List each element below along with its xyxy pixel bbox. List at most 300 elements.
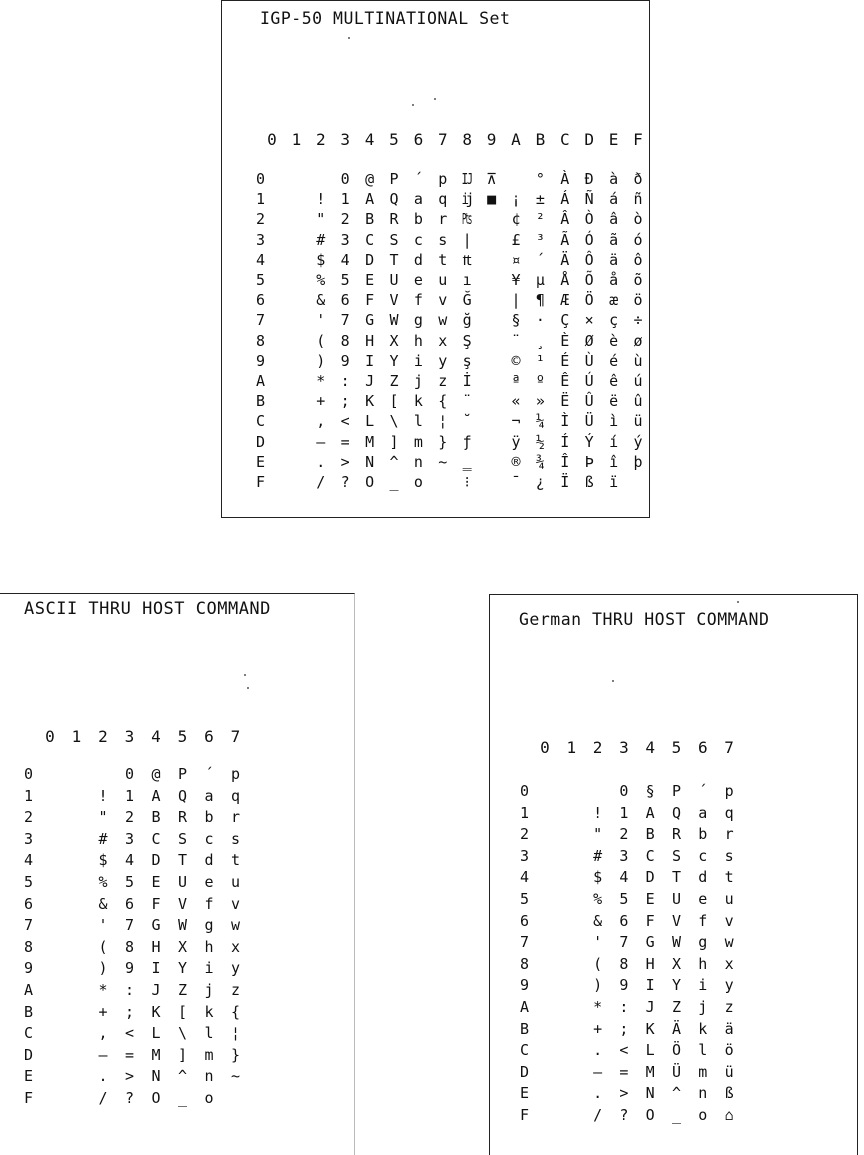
column-header: 3 <box>340 130 350 149</box>
char-cell: i <box>413 351 423 370</box>
char-cell: æ <box>609 291 619 310</box>
char-cell: & <box>593 911 603 930</box>
char-cell: e <box>204 873 214 891</box>
char-cell: V <box>671 911 682 930</box>
char-cell: X <box>671 954 682 973</box>
char-cell: U <box>671 890 682 908</box>
row-label: 0 <box>24 765 34 783</box>
char-cell: ⊼ <box>486 170 498 188</box>
char-cell: ñ <box>633 190 643 209</box>
char-cell: â <box>609 210 619 229</box>
char-cell: L <box>151 1024 161 1043</box>
char-cell: $ <box>98 851 108 870</box>
char-cell: " <box>316 210 326 229</box>
char-cell: ï <box>609 473 619 491</box>
char-cell: ¤ <box>511 250 521 269</box>
char-cell: — <box>593 1062 603 1081</box>
char-cell: c <box>698 846 708 865</box>
char-cell: ) <box>316 351 326 370</box>
char-cell: Ø <box>584 331 594 350</box>
char-cell: n <box>698 1084 708 1103</box>
row-label: 7 <box>24 916 34 935</box>
char-cell: R <box>177 808 188 827</box>
char-cell: L <box>365 412 375 431</box>
char-cell: P <box>671 782 682 800</box>
char-cell: 8 <box>340 331 350 350</box>
char-cell: ä <box>609 250 619 269</box>
row-label: C <box>24 1024 34 1043</box>
char-cell: H <box>645 954 655 973</box>
char-cell: ı <box>462 271 472 289</box>
char-cell: a <box>413 190 423 209</box>
char-cell: Q <box>671 803 682 822</box>
row-label: 9 <box>520 976 530 995</box>
char-cell: J <box>365 372 375 390</box>
char-cell: d <box>204 851 214 870</box>
char-cell: ƒ <box>462 432 472 451</box>
char-cell: J <box>645 998 655 1016</box>
column-header: 4 <box>364 130 375 149</box>
row-label: E <box>24 1067 34 1086</box>
char-cell: Â <box>560 210 570 229</box>
char-cell: Ò <box>584 210 594 229</box>
char-cell: 3 <box>619 846 629 865</box>
char-cell: P <box>177 765 188 783</box>
char-cell: | <box>462 230 472 249</box>
char-cell: È <box>560 331 570 350</box>
char-cell: m <box>413 432 423 451</box>
char-cell: V <box>389 291 399 310</box>
char-cell: m <box>204 1045 214 1064</box>
char-cell: o <box>413 473 423 491</box>
char-cell: þ <box>633 452 643 471</box>
char-cell: * <box>98 981 108 999</box>
char-cell: : <box>340 372 350 390</box>
column-header: 0 <box>540 738 550 757</box>
char-cell: ¿ <box>535 473 545 491</box>
char-cell: ğ <box>462 311 472 330</box>
char-cell: ß <box>724 1084 734 1103</box>
column-header: 2 <box>592 738 603 757</box>
char-cell: ₧ <box>462 210 472 229</box>
char-cell: F <box>645 911 655 930</box>
char-cell: G <box>365 311 375 330</box>
char-cell: — <box>98 1045 108 1064</box>
char-cell: s <box>724 846 734 865</box>
row-label: E <box>256 452 266 471</box>
row-label: A <box>256 372 266 390</box>
row-label: 3 <box>520 846 530 865</box>
char-cell: Ğ <box>462 291 472 310</box>
char-cell: 0 <box>340 170 350 188</box>
char-cell: O <box>151 1089 161 1107</box>
char-cell: j <box>698 998 708 1016</box>
char-cell: B <box>151 808 161 827</box>
char-cell: 2 <box>124 808 135 827</box>
char-cell: £ <box>511 230 521 249</box>
char-cell: ý <box>633 432 643 451</box>
column-header: 9 <box>486 130 497 149</box>
char-cell: _ <box>671 1106 682 1124</box>
char-cell: ß <box>584 473 594 491</box>
char-cell: : <box>124 981 135 999</box>
char-cell: K <box>645 1019 655 1038</box>
char-cell: ' <box>98 916 108 935</box>
char-cell: / <box>593 1106 603 1124</box>
char-cell: _ <box>389 473 399 491</box>
char-cell: / <box>316 473 326 491</box>
char-cell: q <box>438 190 448 209</box>
char-cell: « <box>511 392 521 411</box>
char-cell: & <box>98 894 108 913</box>
char-cell: ! <box>316 190 326 209</box>
column-header: 8 <box>462 130 472 149</box>
char-cell: S <box>389 230 399 249</box>
row-label: 2 <box>520 825 530 844</box>
char-cell: Z <box>177 981 188 999</box>
char-cell: Ú <box>584 372 594 390</box>
char-cell: ° <box>535 170 545 188</box>
column-header: 6 <box>413 130 424 149</box>
char-cell: 6 <box>619 911 629 930</box>
char-cell: 7 <box>619 933 629 952</box>
char-cell: 5 <box>124 873 135 891</box>
column-header: 6 <box>204 727 214 746</box>
row-label: 9 <box>256 351 266 370</box>
column-header: 4 <box>645 738 655 757</box>
char-cell: y <box>230 959 241 978</box>
char-cell: l <box>204 1024 214 1043</box>
column-header: 6 <box>697 738 708 757</box>
char-cell: j <box>204 981 214 999</box>
char-cell: 9 <box>619 976 629 995</box>
char-cell: x <box>230 937 241 956</box>
char-cell: E <box>645 890 655 908</box>
char-cell: X <box>389 331 399 350</box>
row-label: 8 <box>520 954 530 973</box>
row-label: 1 <box>24 786 34 805</box>
char-cell: [ <box>389 392 399 411</box>
char-cell: , <box>316 412 326 431</box>
char-cell: Y <box>671 976 682 995</box>
char-cell: \ <box>177 1024 188 1043</box>
char-cell: C <box>365 230 375 249</box>
char-cell: A <box>151 786 161 805</box>
char-cell: 6 <box>340 291 350 310</box>
print-speck <box>434 98 436 100</box>
char-cell: h <box>698 954 708 973</box>
char-cell: { <box>230 1002 241 1021</box>
char-cell: 1 <box>124 786 135 805</box>
char-cell: Ü <box>584 412 594 431</box>
row-label: 9 <box>24 959 34 978</box>
char-cell: K <box>151 1002 161 1021</box>
row-label: 1 <box>256 190 266 209</box>
char-cell: | <box>511 291 521 310</box>
char-cell: Ä <box>560 250 570 269</box>
char-cell: 3 <box>340 230 350 249</box>
char-cell: A <box>645 803 655 822</box>
char-cell: å <box>609 271 619 289</box>
char-cell: 7 <box>124 916 135 935</box>
char-cell: — <box>316 432 326 451</box>
char-cell: K <box>365 392 375 411</box>
char-cell: ) <box>593 976 603 995</box>
multinational-charset-panel <box>221 0 650 518</box>
char-cell: 4 <box>340 250 350 269</box>
char-cell: ¾ <box>535 452 545 471</box>
print-speck <box>348 37 350 39</box>
char-cell: ö <box>724 1041 734 1060</box>
char-cell: < <box>124 1024 135 1043</box>
char-cell: ¦ <box>438 412 448 431</box>
char-cell: I <box>645 976 655 995</box>
char-cell: ? <box>619 1106 629 1124</box>
char-cell: x <box>438 331 448 350</box>
char-cell: . <box>593 1084 603 1103</box>
char-cell: H <box>151 937 161 956</box>
char-cell: h <box>204 937 214 956</box>
char-cell: ˘ <box>462 412 472 431</box>
char-cell: S <box>671 846 682 865</box>
panel-title: IGP-50 MULTINATIONAL Set <box>260 9 511 28</box>
char-cell: v <box>230 894 241 913</box>
char-cell: l <box>413 412 423 431</box>
char-cell: \ <box>389 412 399 431</box>
row-label: 3 <box>24 829 34 848</box>
char-cell: . <box>593 1041 603 1060</box>
char-cell: N <box>151 1067 161 1086</box>
char-cell: ø <box>633 331 643 350</box>
char-cell: y <box>438 351 448 370</box>
char-cell: I <box>365 351 375 370</box>
char-cell: { <box>438 392 448 411</box>
char-cell: u <box>230 873 241 891</box>
row-label: E <box>520 1084 530 1103</box>
char-cell: Ö <box>584 291 594 310</box>
char-cell: S <box>177 829 188 848</box>
char-cell: » <box>535 392 545 411</box>
char-cell: g <box>413 311 423 330</box>
print-speck <box>247 687 249 689</box>
char-cell: r <box>438 210 448 229</box>
char-cell: F <box>365 291 375 310</box>
char-cell: ¡ <box>511 190 521 209</box>
char-cell: B <box>645 825 655 844</box>
column-header: 1 <box>71 727 82 746</box>
column-header: 5 <box>671 738 682 757</box>
char-cell: N <box>365 452 375 471</box>
char-cell: x <box>724 954 734 973</box>
char-cell: D <box>151 851 161 870</box>
char-cell: W <box>389 311 399 330</box>
char-cell: 3 <box>124 829 135 848</box>
char-cell: ü <box>633 412 643 431</box>
char-cell: t <box>438 250 448 269</box>
char-cell: $ <box>593 868 603 887</box>
char-cell: ' <box>593 933 603 952</box>
char-cell: c <box>413 230 423 249</box>
char-cell: õ <box>633 271 643 289</box>
char-cell: & <box>316 291 326 310</box>
char-cell: Ó <box>584 230 594 249</box>
row-label: F <box>24 1089 34 1107</box>
char-cell: © <box>511 351 521 370</box>
row-label: 7 <box>520 933 530 952</box>
char-cell: é <box>609 351 619 370</box>
char-cell: g <box>698 933 708 952</box>
char-cell: ª <box>511 372 521 390</box>
char-cell: G <box>151 916 161 935</box>
column-header: F <box>633 130 643 149</box>
column-header: 2 <box>315 130 326 149</box>
char-cell: ¬ <box>511 412 521 431</box>
char-cell: ì <box>609 412 619 431</box>
char-cell: Y <box>177 959 188 978</box>
column-header: 3 <box>619 738 629 757</box>
char-cell: s <box>438 230 448 249</box>
char-cell: ´ <box>204 765 214 783</box>
char-cell: / <box>98 1089 108 1107</box>
row-label: 8 <box>256 331 266 350</box>
panel-title: ASCII THRU HOST COMMAND <box>24 599 271 619</box>
char-cell: o <box>204 1089 214 1107</box>
char-cell: + <box>98 1002 108 1021</box>
char-cell: b <box>413 210 423 229</box>
column-header: B <box>535 130 546 149</box>
char-cell: Å <box>560 271 570 289</box>
char-cell: Ö <box>671 1041 682 1060</box>
char-cell: Ê <box>560 372 570 390</box>
char-cell: H <box>365 331 375 350</box>
char-cell: T <box>671 868 682 887</box>
row-label: C <box>520 1041 530 1060</box>
char-cell: ô <box>633 250 643 269</box>
row-label: 0 <box>520 782 530 800</box>
char-cell: f <box>413 291 423 310</box>
char-cell: ‗ <box>462 452 472 471</box>
char-cell: 1 <box>340 190 350 209</box>
char-cell: ⁝ <box>464 473 470 491</box>
char-cell: d <box>698 868 708 887</box>
char-cell: j <box>413 372 423 390</box>
char-cell: ? <box>124 1089 135 1107</box>
char-cell: ´ <box>698 782 708 800</box>
row-label: F <box>520 1106 530 1124</box>
char-cell: > <box>340 452 350 471</box>
char-cell: 7 <box>340 311 350 330</box>
char-cell: > <box>124 1067 135 1086</box>
char-cell: ĳ <box>462 190 472 209</box>
row-label: 5 <box>24 873 34 891</box>
char-cell: p <box>230 765 241 783</box>
char-cell: ( <box>593 954 603 973</box>
char-cell: ´ <box>413 170 423 188</box>
char-cell: ¶ <box>535 291 545 310</box>
row-label: D <box>520 1062 530 1081</box>
print-speck <box>412 104 414 106</box>
char-cell: s <box>230 829 241 848</box>
char-cell: À <box>560 170 570 188</box>
char-cell: u <box>724 890 734 908</box>
char-cell: E <box>365 271 375 289</box>
char-cell: M <box>645 1062 655 1081</box>
char-cell: l <box>698 1041 708 1060</box>
row-label: B <box>24 1002 34 1021</box>
char-cell: Õ <box>584 271 594 289</box>
char-cell: Î <box>560 452 570 471</box>
char-cell: ò <box>633 210 643 229</box>
char-cell: m <box>698 1062 708 1081</box>
ascii-charset-panel <box>0 593 355 1155</box>
char-cell: * <box>316 372 326 390</box>
char-cell: . <box>316 452 326 471</box>
char-cell: r <box>724 825 734 844</box>
char-cell: R <box>671 825 682 844</box>
column-header: D <box>584 130 594 149</box>
row-label: C <box>256 412 266 431</box>
row-label: 4 <box>520 868 530 887</box>
char-cell: O <box>645 1106 655 1124</box>
char-cell: O <box>365 473 375 491</box>
char-cell: · <box>535 311 545 330</box>
row-label: B <box>520 1019 530 1038</box>
char-cell: Z <box>389 372 399 390</box>
char-cell: Ì <box>560 412 570 431</box>
char-cell: Þ <box>584 452 594 471</box>
char-cell: @ <box>365 170 375 188</box>
char-cell: ¨ <box>511 331 521 350</box>
row-label: 7 <box>256 311 266 330</box>
char-cell: Ï <box>560 473 570 491</box>
char-cell: ; <box>124 1002 135 1021</box>
char-cell: # <box>316 230 326 249</box>
char-cell: k <box>204 1002 214 1021</box>
panel-title: German THRU HOST COMMAND <box>519 610 770 629</box>
char-cell: , <box>98 1024 108 1043</box>
char-cell: Ä <box>671 1019 682 1038</box>
char-cell: ¥ <box>511 271 521 289</box>
char-cell: 6 <box>124 894 135 913</box>
char-cell: I <box>151 959 161 978</box>
char-cell: ■ <box>487 190 497 209</box>
char-cell: Û <box>584 392 594 411</box>
char-cell: ö <box>633 291 643 310</box>
char-cell: ® <box>511 452 521 471</box>
char-cell: ^ <box>389 452 399 471</box>
char-cell: U <box>389 271 399 289</box>
char-cell: w <box>230 916 241 935</box>
row-label: F <box>256 473 266 491</box>
char-cell: ´ <box>535 250 545 269</box>
char-cell: r <box>230 808 241 827</box>
char-cell: ð <box>633 170 643 188</box>
char-cell: = <box>124 1045 135 1064</box>
char-cell: > <box>619 1084 629 1103</box>
char-cell: ë <box>609 392 619 411</box>
char-cell: ( <box>316 331 326 350</box>
char-cell: : <box>619 998 629 1016</box>
char-cell: + <box>593 1019 603 1038</box>
row-label: A <box>520 998 530 1016</box>
char-cell: [ <box>177 1002 188 1021</box>
char-cell: } <box>438 432 448 451</box>
row-label: 6 <box>256 291 266 310</box>
char-cell: k <box>698 1019 708 1038</box>
char-cell: ³ <box>535 230 545 249</box>
char-cell: 9 <box>124 959 135 978</box>
char-cell: i <box>204 959 214 978</box>
